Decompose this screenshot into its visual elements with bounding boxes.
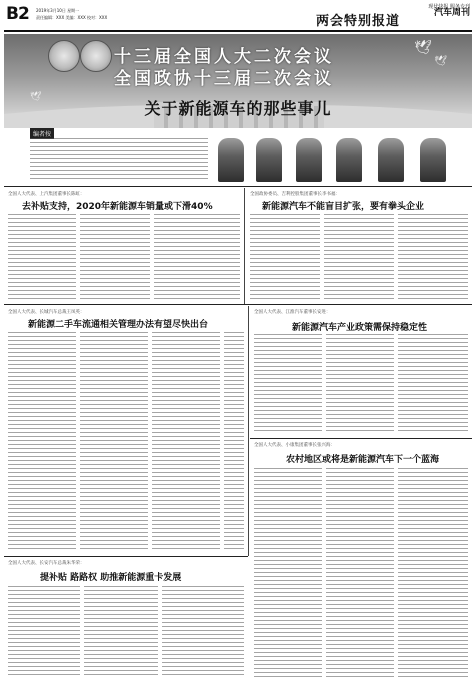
page-title: 关于新能源车的那些事儿 bbox=[144, 99, 332, 118]
cppcc-emblem-icon bbox=[80, 40, 112, 72]
article-body bbox=[398, 468, 468, 678]
article-body bbox=[152, 332, 220, 552]
header-editors: 责任编辑：XXX 美编：XXX 校对：XXX bbox=[36, 15, 108, 20]
article-body bbox=[324, 214, 394, 300]
divider bbox=[250, 438, 472, 439]
dove-icon: 🕊 bbox=[414, 40, 432, 56]
article-kicker: 全国政协委员、吉利控股集团董事长李书福： bbox=[250, 192, 340, 197]
article-headline: 提补贴 路路权 助推新能源重卡发展 bbox=[40, 573, 182, 583]
article-body bbox=[8, 214, 76, 300]
header-logo-title: 汽车周刊 bbox=[433, 8, 470, 18]
column-rule bbox=[248, 306, 249, 556]
article-body bbox=[250, 214, 320, 300]
header-date: 2019年3月10日 星期一 bbox=[36, 8, 80, 13]
header-logo bbox=[396, 4, 470, 16]
article-kicker: 全国人大代表、上汽集团董事长陈虹： bbox=[8, 192, 85, 197]
dove-icon: 🕊 bbox=[434, 56, 447, 67]
article-body bbox=[8, 586, 80, 678]
delegate-photo bbox=[378, 138, 404, 182]
column-rule bbox=[244, 188, 245, 304]
editor-note-text bbox=[30, 138, 208, 180]
delegate-photo bbox=[336, 138, 362, 182]
article-body bbox=[162, 586, 244, 678]
article-body bbox=[398, 214, 468, 300]
delegate-photo bbox=[296, 138, 322, 182]
divider bbox=[4, 304, 472, 305]
header-rule bbox=[4, 30, 472, 32]
section-title: 两会特别报道 bbox=[316, 14, 401, 29]
dove-icon: 🕊 bbox=[30, 92, 42, 102]
delegate-photo bbox=[256, 138, 282, 182]
delegate-photo bbox=[420, 138, 446, 182]
article-body bbox=[254, 334, 322, 434]
delegate-photo bbox=[218, 138, 244, 182]
article-body bbox=[80, 332, 148, 552]
national-emblem-icon bbox=[48, 40, 80, 72]
article-kicker: 全国人大代表、小康集团董事长张兴海： bbox=[254, 443, 335, 448]
header-logo-text: 现代快报 服务专刊 bbox=[428, 4, 470, 10]
banner-title-cppcc: 全国政协十三届二次会议 bbox=[114, 69, 334, 89]
page-number: B2 bbox=[6, 4, 29, 24]
article-body bbox=[8, 332, 76, 552]
article-headline: 去补贴支持，2020年新能源车销量或下滑40% bbox=[22, 202, 213, 212]
editor-note-tag: 编者按 bbox=[30, 128, 54, 139]
article-body bbox=[254, 468, 322, 678]
article-headline: 新能源汽车产业政策需保持稳定性 bbox=[292, 323, 428, 333]
article-body bbox=[80, 214, 150, 300]
article-headline: 农村地区或将是新能源汽车下一个蓝海 bbox=[286, 455, 440, 465]
article-body bbox=[326, 334, 394, 434]
article-kicker: 全国人大代表、长安汽车总裁朱华荣： bbox=[8, 561, 85, 566]
article-body bbox=[326, 468, 394, 678]
article-body bbox=[84, 586, 158, 678]
article-body bbox=[224, 332, 244, 552]
article-headline: 新能源汽车不能盲目扩张，要有拳头企业 bbox=[262, 202, 425, 212]
banner-title-npc: 十三届全国人大二次会议 bbox=[114, 47, 334, 67]
article-body bbox=[154, 214, 240, 300]
divider bbox=[4, 186, 472, 187]
article-headline: 新能源二手车流通相关管理办法有望尽快出台 bbox=[28, 320, 209, 330]
article-body bbox=[398, 334, 468, 434]
divider bbox=[4, 556, 248, 557]
article-kicker: 全国人大代表、江淮汽车董事长安进： bbox=[254, 310, 331, 315]
article-kicker: 全国人大代表、长城汽车总裁王凤英： bbox=[8, 310, 85, 315]
